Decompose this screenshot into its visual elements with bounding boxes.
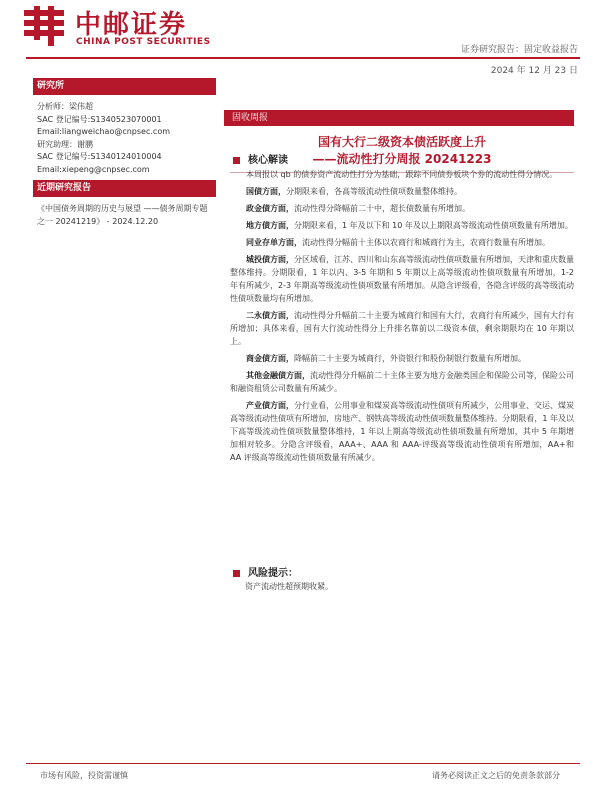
analyst-name: 分析师：梁伟超: [37, 102, 93, 111]
paragraph: 国债方面，分期限来看，各高等级流动性债项数量整体维持。: [246, 187, 462, 196]
paragraph-lead: 二永债方面，: [246, 311, 294, 320]
recent-report-item[interactable]: 《中国债务周期的历史与展望 ——债务周期专题之一 20241219》 - 2024.12.20: [37, 204, 208, 226]
square-bullet-icon: [233, 157, 240, 164]
paragraph: 城投债方面，分区域看，江苏、四川和山东高等级流动性债项数量有所增加，天津和重庆数量整体维持。分期限看，1 年以内、3-5 年期和 5 年期以上高等级流动性债项数量有所增加，1-2 年有所减少，2-3 年期高等级流动性债项数量有所增加。从隐含评级看，各隐含评级的高等级流动性债项数量均有所增加。: [230, 255, 574, 303]
paragraph: 政金债方面，流动性得分降幅前二十中，超长债数量有所增加。: [246, 204, 470, 213]
core-content: [230, 168, 574, 468]
title-line-1: 国有大行二级资本债活跃度上升: [317, 135, 486, 149]
research-section-title: 研究所: [33, 78, 216, 95]
risk-text: 资产流动性超预期收紧。: [245, 582, 333, 591]
paragraph-lead: 城投债方面，: [246, 255, 294, 264]
risk-section-heading: [233, 564, 298, 579]
assistant-email[interactable]: Email:xiepeng@cnpsec.com: [37, 164, 150, 174]
paragraph: 其他金融债方面，流动性得分升幅前二十主体主要为地方金融类国企和保险公司等，保险公司和融资租赁公司数量有所减少。: [230, 371, 574, 393]
paragraph-lead: 其他金融债方面，: [246, 371, 310, 380]
report-type: 证券研究报告：固定收益报告: [460, 45, 578, 55]
paragraph-lead: 地方债方面，: [246, 221, 294, 230]
paragraph: 同业存单方面，流动性得分幅前十主体以农商行和城商行为主，农商行数量有所增加。: [246, 238, 550, 247]
paragraph: 本周报以 qb 的债券资产流动性打分为基础，跟踪不同债券板块个券的流动性得分情况。: [246, 170, 558, 179]
paragraph: 产业债方面，分行业看，公用事业和煤炭高等级流动性债项有所减少，公用事业、交运、煤炭高等级流动性债项有所增加，房地产、钢铁高等级流动性债项数量整体维持。分期限看，1 年及以下高等级流动性债项数量整体维持，1 年以上期高等级流动性债项数量有所增加，其中 5 年期增加相对较多。分隐含评级看，AAA+、AAA 和 AAA-评级高等级流动性债项有所增加，AA+和 AA 评级高等级流动性债项数量有所减少。: [230, 401, 574, 462]
paragraph-lead: 商金债方面，: [246, 354, 294, 363]
footer-disclaimer: 市场有风险，投资需谨慎: [40, 771, 128, 780]
recent-reports-title: 近期研究报告: [33, 180, 216, 197]
footer-divider: [26, 763, 580, 764]
core-section-title: 核心解读: [248, 155, 288, 166]
core-section-heading: [233, 151, 288, 166]
assistant-name: 研究助理：谢鹏: [37, 139, 93, 149]
sidebar: [33, 78, 216, 232]
paragraph: 商金债方面，降幅前二十主要为城商行，外资银行和股份制银行数量有所增加。: [246, 354, 526, 363]
brand-name-en: CHINA POST SECURITIES: [76, 37, 211, 47]
recent-reports-list: [33, 197, 216, 232]
header-divider: [26, 57, 580, 59]
china-post-logo-icon: [20, 6, 68, 46]
square-bullet-icon: [233, 570, 240, 577]
report-date: 2024 年 12 月 23 日: [490, 66, 578, 76]
paragraph-lead: 政金债方面，: [246, 204, 294, 213]
analyst-sac: SAC 登记编号:S1340523070001: [37, 114, 162, 124]
paragraph-lead: 同业存单方面，: [246, 238, 302, 247]
company-logo: [20, 6, 270, 48]
paragraph: 地方债方面，分期限来看，1 年及以下和 10 年及以上期限高等级流动性债项数量有所增加。: [246, 221, 573, 230]
paragraph: 二永债方面，流动性得分升幅前二十主要为城商行和国有大行，农商行有所减少，国有大行有所增加；具体来看，国有大行流动性得分上升排名靠前以二级资本债，剩余期限均在 10 年期以上。: [230, 311, 574, 346]
analyst-info: [33, 95, 216, 180]
assistant-sac: SAC 登记编号:S1340124010004: [37, 152, 162, 161]
paragraph-lead: 国债方面，: [246, 187, 286, 196]
title-line-2: ——流动性打分周报 20241223: [312, 152, 492, 166]
report-category: 固收周报: [224, 110, 574, 126]
footer-notice: 请务必阅读正文之后的免责条款部分: [432, 771, 560, 780]
analyst-email[interactable]: Email:liangweichao@cnpsec.com: [37, 127, 171, 136]
risk-section-title: 风险提示：: [248, 568, 298, 579]
paragraph-lead: 产业债方面，: [246, 401, 294, 410]
brand-name-cn: 中邮证券: [75, 10, 188, 40]
